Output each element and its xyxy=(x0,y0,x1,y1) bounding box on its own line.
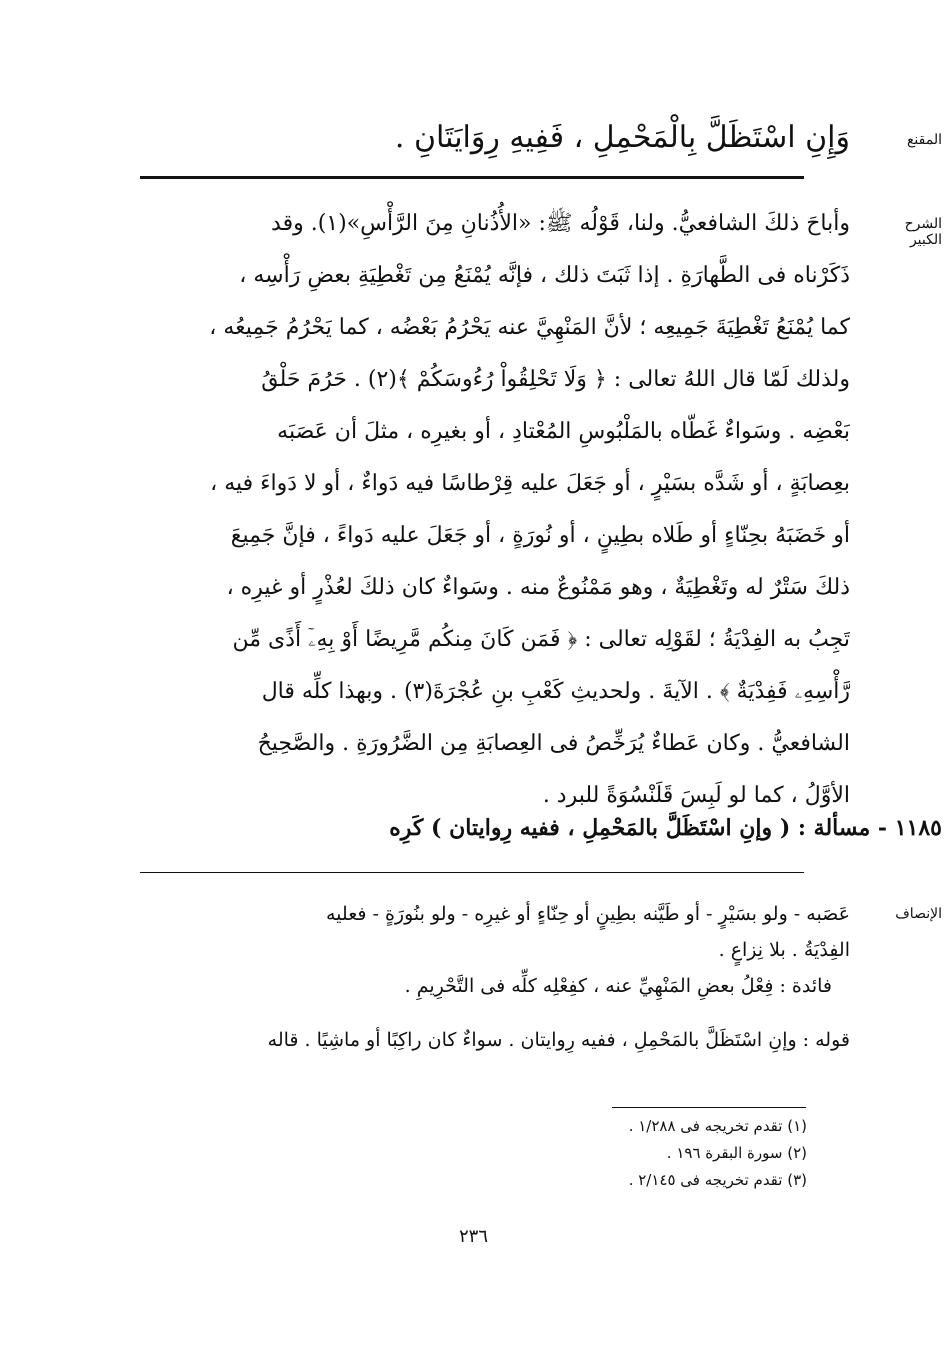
top-divider xyxy=(140,176,804,179)
page-number: ٢٣٦ xyxy=(458,1226,488,1247)
insaf-section xyxy=(130,896,942,1086)
sharh-line: وأباحَ ذلكَ الشافعيُّ. ولنا، قَوْلُه ﷺ: «الأُذُنانِ مِنَ الرَّأْسِ»(١). وقد xyxy=(271,211,850,236)
insaf-line: الفِدْيَةُ . بلا نِزاعٍ . xyxy=(718,939,850,961)
insaf-label: الإنصاف xyxy=(895,906,942,922)
sharh-line: تَجِبُ به الفِدْيَةُ ؛ لقَوْلِه تعالى : ﴿ فَمَن كَانَ مِنكُم مَّرِيضًا أَوْ بِهِۦٓ أَذًى مِّن xyxy=(232,627,850,652)
qawluh-line: قوله : وإنِ اسْتَظَلَّ بالمَحْمِلِ ، ففيه رِوايتان . سواءٌ كان راكِبًا أو ماشِيًا . قاله xyxy=(267,1029,850,1051)
sharh-section xyxy=(130,198,942,838)
sharh-line: ذلكَ سَتْرٌ له وتَغْطِيَةٌ ، وهو مَمْنُوعٌ منه . وسَواءٌ كان ذلكَ لعُذْرٍ أو غيرِه ، xyxy=(226,575,850,600)
masala-section xyxy=(130,802,942,854)
middle-divider xyxy=(140,872,804,873)
footnote-divider xyxy=(612,1107,806,1108)
footnotes xyxy=(629,1113,807,1194)
sharh-line: ولذلك لَمّا قال اللهُ تعالى : ﴿ وَلَا تَحْلِقُواْ رُءُوسَكُمْ ﴾(٢) . حَرُمَ حَلْقُ xyxy=(261,367,850,392)
insaf-text xyxy=(130,896,850,1058)
sharh-text xyxy=(130,198,850,822)
sharh-line: أو خَضَبَهُ بحِنّاءٍ أو طَلاه بطِينٍ ، أو نُورَةٍ ، أو جَعَلَ عليه دَواءً ، فإنَّ جَمِيعَ xyxy=(230,523,850,548)
faida-line: فائدة : فِعْلُ بعضِ المَنْهِيِّ عنه ، كفِعْلِه كلِّه فى التَّحْرِيمِ . xyxy=(404,975,832,997)
muqni-section xyxy=(130,118,942,164)
footnote: (١) تقدم تخريجه فى ١/٢٨٨ . xyxy=(628,1117,807,1135)
sharh-label: الشرح الكبير xyxy=(904,216,942,248)
sharh-line: كما يُمْنَعُ تَغْطِيَةَ جَمِيعِه ؛ لأنَّ المَنْهِيَّ عنه يَحْرُمُ بَعْضُه ، كما يَحْرُمُ جَمِيعُه ، xyxy=(209,315,850,340)
footnote: (٢) سورة البقرة ١٩٦ . xyxy=(666,1144,807,1162)
masala-heading: ١١٨٥ - مسألة : ( وإنِ اسْتَظَلَّ بالمَحْمِلِ ، ففيه رِوايتان ) كَرِه xyxy=(389,815,942,841)
sharh-line: الشافعيُّ . وكان عَطاءٌ يُرَخِّصُ فى العِصابَةِ مِن الضَّرُورَةِ . والصَّحِيحُ xyxy=(257,731,850,756)
sharh-line: بَعْضِه . وسَواءٌ غَطّاه بالمَلْبُوسِ المُعْتادِ ، أو بغيرِه ، مثلَ أن عَصَبَه xyxy=(277,419,850,444)
sharh-line: رَّأْسِهِۦ فَفِدْيَةٌ ﴾ . الآيةَ . ولحديثِ كَعْبِ بنِ عُجْرَةَ(٣) . وبهذا كلِّه قال xyxy=(261,679,850,704)
sharh-line: الأوَّلُ ، كما لو لَبِسَ قَلَنْسُوَةً للبرد . xyxy=(542,783,850,808)
insaf-line: عَصَبه - ولو بسَيْرٍ - أو طَيَّنه بطِينٍ أو حِنّاءٍ أو غيرِه - ولو بنُورَةٍ - فعليه xyxy=(325,903,850,925)
footnote: (٣) تقدم تخريجه فى ٢/١٤٥ . xyxy=(628,1171,807,1189)
sharh-line: بعِصابَةٍ ، أو شَدَّه بسَيْرٍ ، أو جَعَلَ عليه قِرْطاسًا فيه دَواءٌ ، أو لا دَواءَ فيه ، xyxy=(210,471,850,496)
muqni-text: وَإِنِ اسْتَظَلَّ بِالْمَحْمِلِ ، فَفِيهِ رِوَايَتَانِ . xyxy=(394,120,850,155)
muqni-label: المقنع xyxy=(906,132,942,148)
sharh-line: ذَكَرْناه فى الطَّهارَةِ . إذا ثَبَتَ ذلك ، فإنَّه يُمْنَعُ مِن تَغْطِيَةِ بعضِ رَأْسِه ، xyxy=(239,263,850,288)
